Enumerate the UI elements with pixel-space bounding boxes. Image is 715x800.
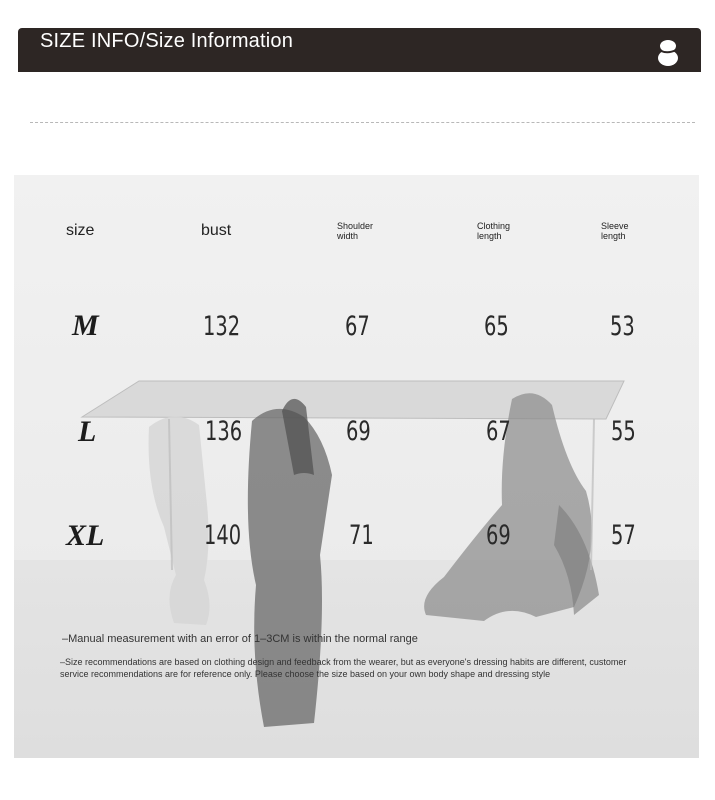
column-header-shoulder: Shoulder width [337, 221, 374, 241]
dashed-divider [30, 122, 695, 123]
column-header-clothing: Clothing length [477, 221, 511, 241]
bust-value-m: 132 [203, 311, 241, 342]
clothing-value-m: 65 [484, 311, 509, 342]
size-label-m: M [72, 309, 99, 342]
shoulder-value-l: 69 [346, 416, 371, 447]
clothing-value-xl: 69 [486, 520, 511, 551]
sleeve-value-xl: 57 [611, 520, 636, 551]
column-header-bust: bust [201, 222, 232, 239]
size-chart-panel [14, 175, 699, 758]
brand-logo-icon [656, 37, 682, 67]
sleeve-value-l: 55 [611, 416, 636, 447]
header-bar [18, 28, 701, 72]
page-title: SIZE INFO/Size Information [40, 30, 294, 52]
bust-value-l: 136 [205, 416, 243, 447]
column-header-size: size [66, 222, 95, 239]
recommendation-note: –Size recommendations are based on clothing design and feedback from the wearer, but as everyone's dressing habits are different, customer service recommendations are for reference only. Please choose the size based on your own body shape and dressing style [60, 657, 627, 679]
measurement-note: –Manual measurement with an error of 1–3CM is within the normal range [62, 633, 418, 645]
sleeve-value-m: 53 [610, 311, 635, 342]
size-label-xl: XL [66, 519, 105, 552]
bust-value-xl: 140 [204, 520, 242, 551]
shoulder-value-xl: 71 [349, 520, 374, 551]
shoulder-value-m: 67 [345, 311, 370, 342]
column-header-sleeve: Sleeve length [601, 221, 629, 241]
clothing-value-l: 67 [486, 416, 511, 447]
size-label-l: L [78, 415, 97, 448]
